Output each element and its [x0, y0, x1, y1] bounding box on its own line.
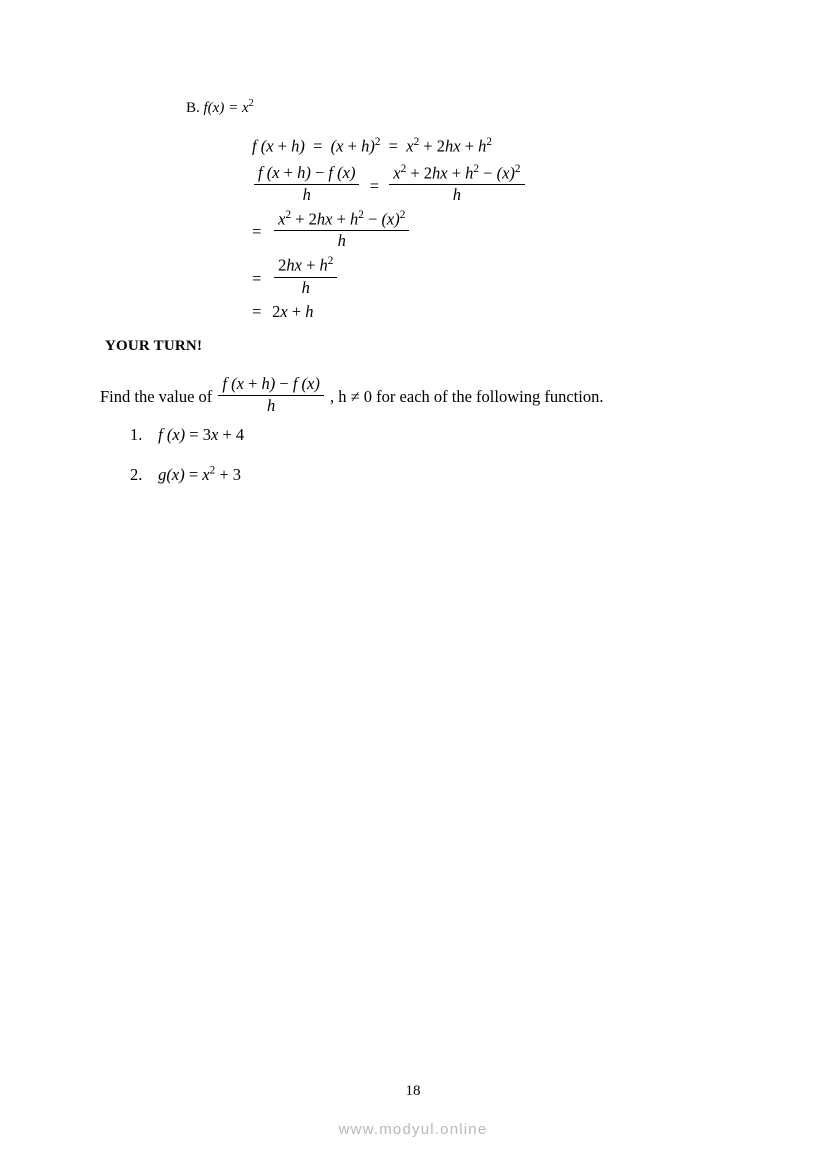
- question-1-expression: f (x) = 3x + 4: [158, 425, 245, 444]
- difference-quotient-right: $\frac{x^2 + 2hx + h^2 - (x)^2}{h}$: [389, 163, 524, 205]
- watermark: www.modyul.online: [338, 1121, 488, 1138]
- question-2: [130, 464, 241, 485]
- difference-quotient-left: $\frac{f (x + h) - f (x)}{h}$: [254, 164, 359, 205]
- instruction-prefix: Find the value of: [100, 386, 213, 406]
- instruction-fraction: $\frac{f (x + h) - f (x)}{h}$: [218, 375, 323, 416]
- derivation-line-3: = $\frac{x^2 + 2hx + h^2 - (x)^2}{h}$: [252, 209, 527, 251]
- question-2-expression: $g(x) = x^2 + 3$: [158, 464, 242, 484]
- item-b-heading: [186, 98, 254, 117]
- derivation-line-2: $\frac{f (x + h) - f (x)}{h}$ = $\frac{x^2 + 2hx + h^2 - (x)^2}{h}$: [252, 163, 527, 205]
- question-1-number: 1.: [130, 425, 143, 444]
- page-number: 18: [405, 1083, 421, 1099]
- instruction-line: [100, 375, 603, 416]
- derivation-line-4: = $\frac{2hx + h^2}{h}$: [252, 255, 527, 297]
- question-1: [130, 425, 244, 445]
- derivation-block: [252, 136, 527, 324]
- item-b-function: f(x) = x: [203, 100, 249, 116]
- derivation-line-1: f $(x + h) = (x + h)^2 = x^2 + 2hx + h^2$: [252, 136, 492, 156]
- derivation-line-5: = 2x + h: [252, 301, 314, 321]
- your-turn-heading: YOUR TURN!: [105, 338, 203, 354]
- question-2-number: 2.: [130, 464, 143, 484]
- item-b-function-exponent: 2: [248, 98, 254, 109]
- instruction-suffix: , h ≠ 0 for each of the following function.: [330, 386, 604, 406]
- item-b-label: B.: [186, 100, 200, 116]
